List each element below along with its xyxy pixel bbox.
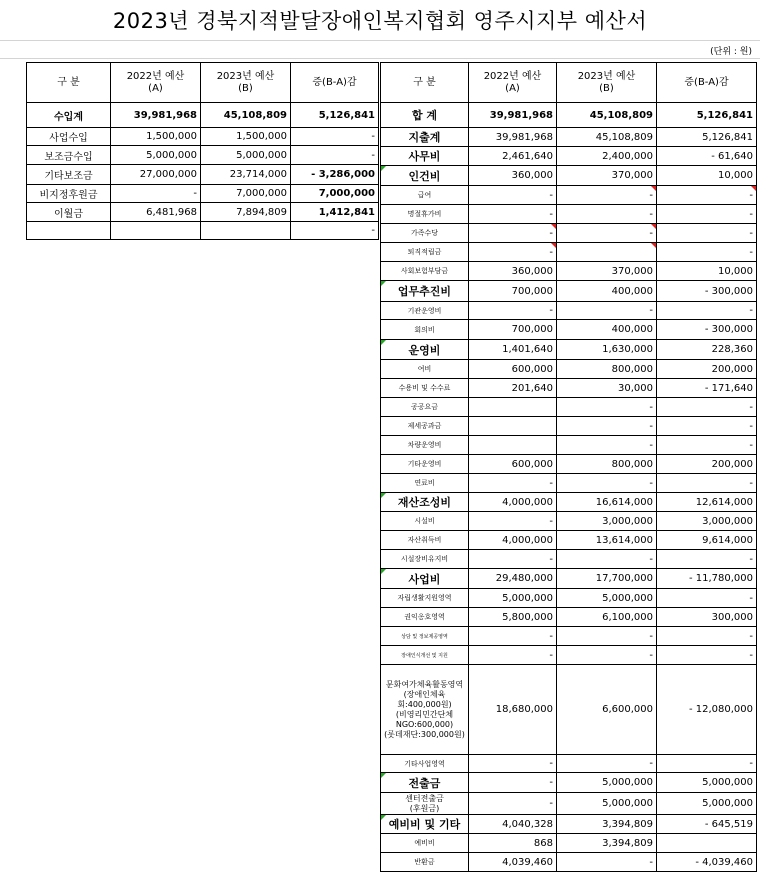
header-category: 구 분 [381, 63, 469, 103]
row-prev: 360,000 [469, 262, 557, 281]
row-cur: 400,000 [557, 281, 657, 302]
row-diff: 3,000,000 [657, 512, 757, 531]
row-prev: 700,000 [469, 320, 557, 340]
row-diff: - 11,780,000 [657, 569, 757, 589]
row-label: 시설비 [381, 512, 469, 531]
row-prev: 700,000 [469, 281, 557, 302]
row-prev: 4,000,000 [469, 531, 557, 550]
row-label: 사업수입 [27, 128, 111, 146]
row-cur: 370,000 [557, 262, 657, 281]
row-label: 문화여가체육활동영역 (장애인체육회:400,000원) (비영리민간단체 NGO:600,000) (롯데재단:300,000원) [381, 665, 469, 755]
row-prev: 27,000,000 [111, 165, 201, 185]
row-cur: 6,600,000 [557, 665, 657, 755]
row-prev [111, 222, 201, 240]
row-diff: - [657, 417, 757, 436]
row-cur: 5,000,000 [201, 146, 291, 165]
row-label: 장애인식개선 및 지원 [381, 646, 469, 665]
table-row [381, 417, 757, 436]
row-prev: 600,000 [469, 455, 557, 474]
table-row [381, 627, 757, 646]
row-diff: 5,126,841 [657, 128, 757, 147]
total-cur: 45,108,809 [557, 103, 657, 128]
row-cur: 2,400,000 [557, 147, 657, 166]
total-cur: 45,108,809 [201, 103, 291, 128]
row-diff: - [657, 474, 757, 493]
row-cur: 13,614,000 [557, 531, 657, 550]
row-cur: 7,894,809 [201, 203, 291, 222]
row-cur: - [557, 205, 657, 224]
row-label: 명절휴가비 [381, 205, 469, 224]
row-cur: 5,000,000 [557, 793, 657, 815]
total-prev: 39,981,968 [469, 103, 557, 128]
row-label: 수용비 및 수수료 [381, 379, 469, 398]
row-prev: 1,401,640 [469, 340, 557, 360]
row-cur: - [557, 417, 657, 436]
row-label: 자산취득비 [381, 531, 469, 550]
row-diff: - [657, 302, 757, 320]
row-prev: 39,981,968 [469, 128, 557, 147]
table-row [381, 166, 757, 186]
row-prev [469, 436, 557, 455]
row-cur: 5,000,000 [557, 589, 657, 608]
grid-line [0, 40, 760, 41]
row-diff: 5,000,000 [657, 773, 757, 793]
row-prev: - [469, 773, 557, 793]
table-row [381, 589, 757, 608]
total-diff: 5,126,841 [657, 103, 757, 128]
row-diff: - [657, 398, 757, 417]
row-prev: - [111, 185, 201, 203]
row-label: 반환금 [381, 853, 469, 872]
row-diff: - [291, 128, 379, 146]
row-label: 상담 및 정보제공영역 [381, 627, 469, 646]
row-diff [657, 834, 757, 853]
table-row [381, 262, 757, 281]
row-cur: - [557, 646, 657, 665]
row-cur: 800,000 [557, 455, 657, 474]
row-prev: 6,481,968 [111, 203, 201, 222]
table-row [381, 340, 757, 360]
table-row [381, 147, 757, 166]
row-diff: - [657, 436, 757, 455]
row-label: 권익옹호영역 [381, 608, 469, 627]
row-diff: - 645,519 [657, 815, 757, 834]
table-row [381, 455, 757, 474]
table-row [381, 360, 757, 379]
row-diff: - 300,000 [657, 281, 757, 302]
row-label: 여비 [381, 360, 469, 379]
header-diff: 증(B-A)감 [657, 63, 757, 103]
row-cur: 400,000 [557, 320, 657, 340]
row-cur: 30,000 [557, 379, 657, 398]
row-diff: 1,412,841 [291, 203, 379, 222]
table-row [381, 665, 757, 755]
row-prev: - [469, 512, 557, 531]
table-row [381, 550, 757, 569]
row-prev: - [469, 243, 557, 262]
row-cur: 1,500,000 [201, 128, 291, 146]
row-diff: - 300,000 [657, 320, 757, 340]
table-row [381, 281, 757, 302]
row-diff: - 12,080,000 [657, 665, 757, 755]
table-row [381, 224, 757, 243]
row-label: 재산조성비 [381, 493, 469, 512]
table-row [381, 186, 757, 205]
row-diff: - [657, 550, 757, 569]
row-cur: - [557, 186, 657, 205]
row-label: 기타운영비 [381, 455, 469, 474]
row-label: 기타보조금 [27, 165, 111, 185]
row-cur: - [557, 474, 657, 493]
page-title: 2023년 경북지적발달장애인복지협회 영주시지부 예산서 [112, 9, 648, 33]
row-prev: 5,000,000 [469, 589, 557, 608]
row-prev: 360,000 [469, 166, 557, 186]
row-label: 차량운영비 [381, 436, 469, 455]
table-row [381, 793, 757, 815]
header-diff: 증(B-A)감 [291, 63, 379, 103]
row-prev: 5,000,000 [111, 146, 201, 165]
row-prev: - [469, 793, 557, 815]
table-row [381, 398, 757, 417]
row-cur: - [557, 755, 657, 773]
row-diff: - [657, 755, 757, 773]
row-prev: - [469, 224, 557, 243]
row-diff: - [657, 646, 757, 665]
row-cur: - [557, 627, 657, 646]
row-prev: 868 [469, 834, 557, 853]
row-diff: - 4,039,460 [657, 853, 757, 872]
row-cur: 5,000,000 [557, 773, 657, 793]
row-cur: 23,714,000 [201, 165, 291, 185]
row-diff: 10,000 [657, 262, 757, 281]
row-label: 회의비 [381, 320, 469, 340]
row-prev: 201,640 [469, 379, 557, 398]
row-label: 기타사업영역 [381, 755, 469, 773]
row-label [27, 222, 111, 240]
row-label: 예비비 및 기타 [381, 815, 469, 834]
row-prev: - [469, 186, 557, 205]
row-cur: - [557, 436, 657, 455]
table-row [381, 834, 757, 853]
row-label: 시설장비유지비 [381, 550, 469, 569]
table-row [381, 379, 757, 398]
row-cur: - [557, 302, 657, 320]
table-row [381, 512, 757, 531]
row-diff: - [657, 627, 757, 646]
row-label: 보조금수입 [27, 146, 111, 165]
row-cur: - [557, 398, 657, 417]
row-prev: 1,500,000 [111, 128, 201, 146]
row-label: 인건비 [381, 166, 469, 186]
table-row [381, 128, 757, 147]
row-cur: 1,630,000 [557, 340, 657, 360]
row-label: 공공요금 [381, 398, 469, 417]
row-prev [469, 417, 557, 436]
row-diff: - [657, 186, 757, 205]
grid-line [0, 58, 760, 59]
row-prev: - [469, 755, 557, 773]
table-row [381, 815, 757, 834]
row-label: 사무비 [381, 147, 469, 166]
row-diff: 5,000,000 [657, 793, 757, 815]
total-prev: 39,981,968 [111, 103, 201, 128]
row-cur: 3,394,809 [557, 834, 657, 853]
row-prev: 2,461,640 [469, 147, 557, 166]
row-cur [201, 222, 291, 240]
table-row [381, 302, 757, 320]
row-cur: - [557, 853, 657, 872]
table-row [381, 608, 757, 627]
row-label: 예비비 [381, 834, 469, 853]
header-prev: 2022년 예산 (A) [111, 63, 201, 103]
row-label: 사회보험부담금 [381, 262, 469, 281]
table-row [381, 493, 757, 512]
row-label: 연료비 [381, 474, 469, 493]
row-diff: - [291, 222, 379, 240]
row-cur: 6,100,000 [557, 608, 657, 627]
row-label: 급여 [381, 186, 469, 205]
row-diff: - 171,640 [657, 379, 757, 398]
row-diff: - 61,640 [657, 147, 757, 166]
row-prev: - [469, 550, 557, 569]
row-label: 운영비 [381, 340, 469, 360]
row-diff: - [657, 224, 757, 243]
table-row [381, 205, 757, 224]
table-row [381, 773, 757, 793]
row-cur: 7,000,000 [201, 185, 291, 203]
income-table [26, 62, 379, 240]
row-label: 비지정후원금 [27, 185, 111, 203]
total-label: 수입계 [27, 103, 111, 128]
row-cur: 3,394,809 [557, 815, 657, 834]
row-diff: - [657, 205, 757, 224]
table-row [381, 320, 757, 340]
row-cur: 16,614,000 [557, 493, 657, 512]
unit-label: (단위 : 원) [710, 47, 752, 57]
row-prev: 29,480,000 [469, 569, 557, 589]
row-prev: 18,680,000 [469, 665, 557, 755]
row-prev: 600,000 [469, 360, 557, 379]
expense-table [380, 62, 757, 128]
row-prev: - [469, 474, 557, 493]
row-cur: 45,108,809 [557, 128, 657, 147]
row-label: 가족수당 [381, 224, 469, 243]
row-prev: - [469, 205, 557, 224]
total-diff: 5,126,841 [291, 103, 379, 128]
row-label: 업무추진비 [381, 281, 469, 302]
row-diff: - [657, 243, 757, 262]
row-cur: 800,000 [557, 360, 657, 379]
row-label: 자립생활지원영역 [381, 589, 469, 608]
header-cur: 2023년 예산 (B) [201, 63, 291, 103]
row-diff: - [291, 146, 379, 165]
row-label: 센터전출금 (후원금) [381, 793, 469, 815]
row-diff: 228,360 [657, 340, 757, 360]
row-label: 지출계 [381, 128, 469, 147]
table-row [381, 474, 757, 493]
row-cur [557, 243, 657, 262]
row-label: 전출금 [381, 773, 469, 793]
table-row [381, 531, 757, 550]
table-row [381, 243, 757, 262]
row-prev: 4,039,460 [469, 853, 557, 872]
header-cur: 2023년 예산 (B) [557, 63, 657, 103]
row-prev [469, 398, 557, 417]
row-prev: 4,040,328 [469, 815, 557, 834]
table-row [381, 436, 757, 455]
row-diff: 7,000,000 [291, 185, 379, 203]
row-diff: 200,000 [657, 455, 757, 474]
table-row [381, 646, 757, 665]
row-cur: - [557, 550, 657, 569]
row-label: 기관운영비 [381, 302, 469, 320]
row-diff: 9,614,000 [657, 531, 757, 550]
row-diff: 12,614,000 [657, 493, 757, 512]
row-diff: 10,000 [657, 166, 757, 186]
row-label: 이월금 [27, 203, 111, 222]
row-prev: - [469, 646, 557, 665]
row-prev: - [469, 302, 557, 320]
row-prev: 5,800,000 [469, 608, 557, 627]
header-prev: 2022년 예산 (A) [469, 63, 557, 103]
row-label: 제세공과금 [381, 417, 469, 436]
row-cur: 3,000,000 [557, 512, 657, 531]
total-label: 합 계 [381, 103, 469, 128]
header-category: 구 분 [27, 63, 111, 103]
row-prev: - [469, 627, 557, 646]
row-cur: 17,700,000 [557, 569, 657, 589]
expense-table-body [380, 127, 757, 872]
row-prev: 4,000,000 [469, 493, 557, 512]
table-row [381, 569, 757, 589]
row-label: 퇴직적립금 [381, 243, 469, 262]
table-row [381, 853, 757, 872]
table-row [381, 755, 757, 773]
row-diff: - 3,286,000 [291, 165, 379, 185]
row-diff: - [657, 589, 757, 608]
row-cur: 370,000 [557, 166, 657, 186]
row-diff: 300,000 [657, 608, 757, 627]
row-cur: - [557, 224, 657, 243]
row-diff: 200,000 [657, 360, 757, 379]
row-label: 사업비 [381, 569, 469, 589]
